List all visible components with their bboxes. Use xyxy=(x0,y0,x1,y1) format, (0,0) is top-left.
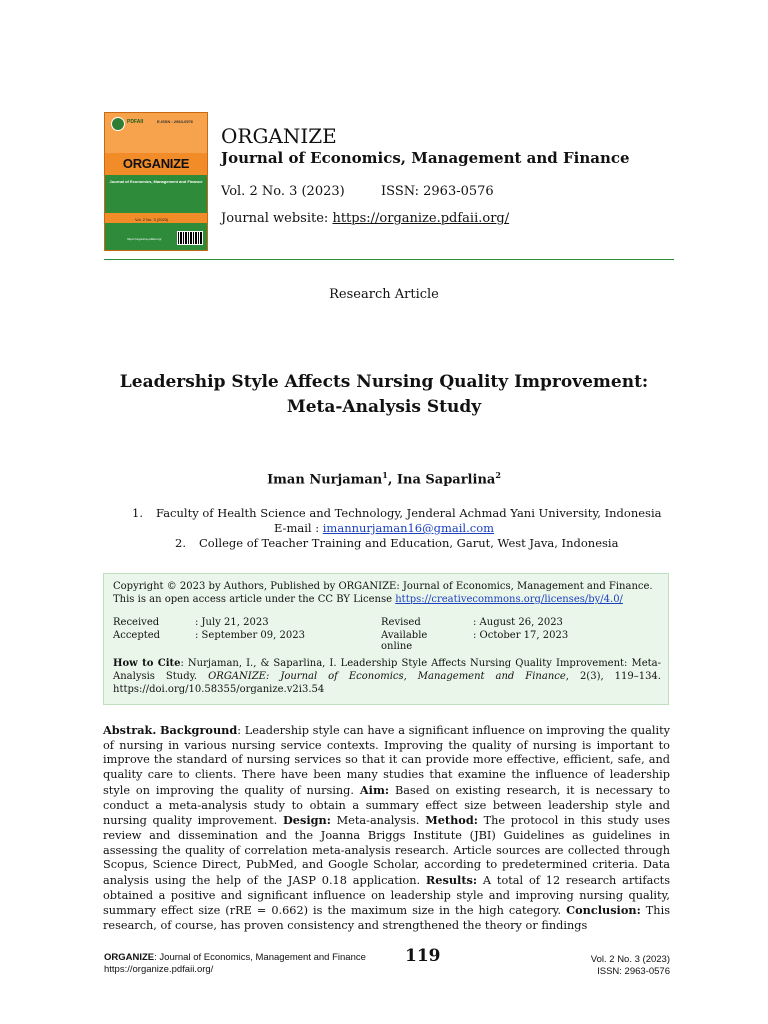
how-to-cite xyxy=(113,657,661,696)
journal-website-link[interactable]: https://organize.pdfaii.org/ xyxy=(332,211,510,226)
online-value: : October 17, 2023 xyxy=(473,630,569,641)
journal-cover-image xyxy=(104,112,208,251)
online-label: Available online xyxy=(381,630,428,652)
authors xyxy=(0,470,768,487)
aim-text: Based on existing research, it is necessary to conduct a meta-analysis study to obtain a summary effect size between leadership style and nursing quality improvement. xyxy=(103,783,670,828)
footer-issn: ISSN: 2963-0576 xyxy=(597,966,670,977)
method-label: Method: xyxy=(425,813,478,828)
email-label: E-mail : xyxy=(273,521,323,535)
journal-website-label: Journal website: xyxy=(221,211,333,226)
page-number: 119 xyxy=(405,946,441,966)
footer-url: https://organize.pdfaii.org/ xyxy=(104,964,214,975)
how-to-cite-label: How to Cite xyxy=(113,658,181,669)
journal-name: ORGANIZE xyxy=(221,124,337,148)
journal-volume: Vol. 2 No. 3 (2023) xyxy=(221,184,345,199)
how-to-cite-text-1: : Nurjaman, I., & Saparlina, I. Leadership Style Affects Nursing Quality Improvement: Meta-Analysis Study. xyxy=(113,658,662,682)
how-to-cite-text-2: , 2(3), 119–134. https://doi.org/10.58355/organize.v2i3.54 xyxy=(113,671,661,695)
article-type: Research Article xyxy=(329,287,439,302)
article-title xyxy=(84,370,684,420)
results-text: A total of 12 research artifacts obtained a positive and significant influence on leadership style and improving nursing quality, summary effect size (rRE = 0.662) is the maximum size in the high category. xyxy=(103,874,670,918)
received-label: Received xyxy=(113,617,160,628)
conclusion-text: This research, of course, has proven consistency and strengthened the theory or findings xyxy=(103,904,670,933)
cover-publisher: PDFAII xyxy=(127,119,144,125)
copyright-text: Copyright © 2023 by Authors, Published by ORGANIZE: Journal of Economics, Management and Finance. This is an open access article under the CC BY License xyxy=(113,581,653,605)
author-1: Iman Nurjaman xyxy=(267,472,383,488)
article-title-line-1: Leadership Style Affects Nursing Quality Improvement: xyxy=(119,372,649,392)
affiliation-2 xyxy=(175,536,618,550)
affiliation-1 xyxy=(132,506,661,520)
accepted-value: : September 09, 2023 xyxy=(195,630,305,641)
footer-journal-name xyxy=(104,952,366,964)
footer-volume: Vol. 2 No. 3 (2023) xyxy=(590,954,670,965)
conclusion-label: Conclusion: xyxy=(566,903,641,918)
footer-journal xyxy=(104,952,366,976)
header-divider xyxy=(104,259,674,260)
design-label: Design: xyxy=(282,813,331,828)
cover-issn: E-ISSN : 2963-0576 xyxy=(157,119,194,124)
author-1-sup: 1 xyxy=(382,470,388,480)
journal-issn: ISSN: 2963-0576 xyxy=(381,184,494,199)
license-link[interactable]: https://creativecommons.org/licenses/by/4.0/ xyxy=(395,594,623,605)
author-separator: , xyxy=(387,472,397,488)
results-label: Results: xyxy=(425,873,478,888)
footer-journal-bold: ORGANIZE xyxy=(104,952,155,963)
revised-label: Revised xyxy=(381,617,421,628)
copyright-notice xyxy=(113,580,663,606)
journal-subtitle: Journal of Economics, Management and Finance xyxy=(221,149,630,167)
cover-subtitle: Journal of Economics, Management and Finance xyxy=(109,179,203,184)
author-2: Ina Saparlina xyxy=(396,472,496,488)
barcode-icon xyxy=(177,231,203,245)
affiliation-2-text: College of Teacher Training and Education, Garut, West Java, Indonesia xyxy=(199,536,619,550)
received-value: : July 21, 2023 xyxy=(195,617,269,628)
background-text: : Leadership style can have a significant influence on improving the quality of nursing in various nursing service contexts. Improving the quality of nursing is important to improve the standard of nursing services so that it can provide more effective, efficient, safe, and quality care to clients. There have been many studies that examine the influence of leadership style on improving the quality of nursing. xyxy=(103,724,670,797)
affiliation-1-number: 1. xyxy=(132,506,143,520)
method-text: The protocol in this study uses review and dissemination and the Joanna Briggs Institute (JBI) Guidelines as guidelines in assessing the quality of correlation meta-analysis research. Article sources are collected through Scopus, Science Direct, PubMed, and Google Scholar, according to predetermined criteria. Data analysis using the help of the JASP 0.18 application. xyxy=(103,814,670,888)
publisher-logo-icon xyxy=(111,117,125,131)
author-email xyxy=(0,521,768,535)
footer-volume-info xyxy=(591,954,670,978)
affiliation-1-text: Faculty of Health Science and Technology, Jenderal Achmad Yani University, Indonesia xyxy=(156,506,662,520)
background-label: Background xyxy=(159,723,238,737)
abstract-label: Abstrak. xyxy=(103,723,157,737)
cover-title: ORGANIZE xyxy=(122,156,190,171)
affiliation-2-number: 2. xyxy=(175,536,186,550)
cover-url: https://organize.pdfaii.org/ xyxy=(127,237,162,241)
article-title-line-2: Meta-Analysis Study xyxy=(286,397,482,417)
revised-value: : August 26, 2023 xyxy=(473,617,563,628)
article-info-box xyxy=(103,573,669,705)
how-to-cite-journal: ORGANIZE: Journal of Economics, Management and Finance xyxy=(208,671,566,682)
design-text: Meta-analysis. xyxy=(330,814,426,828)
footer-journal-rest: : Journal of Economics, Management and Finance xyxy=(154,952,366,963)
accepted-label: Accepted xyxy=(113,630,161,641)
email-link[interactable]: imannurjaman16@gmail.com xyxy=(322,521,495,535)
journal-website xyxy=(221,211,509,226)
aim-label: Aim: xyxy=(359,782,390,797)
abstract xyxy=(103,723,670,934)
author-2-sup: 2 xyxy=(495,470,501,480)
cover-volume: Vol. 2 No. 3 (2023) xyxy=(135,217,169,222)
